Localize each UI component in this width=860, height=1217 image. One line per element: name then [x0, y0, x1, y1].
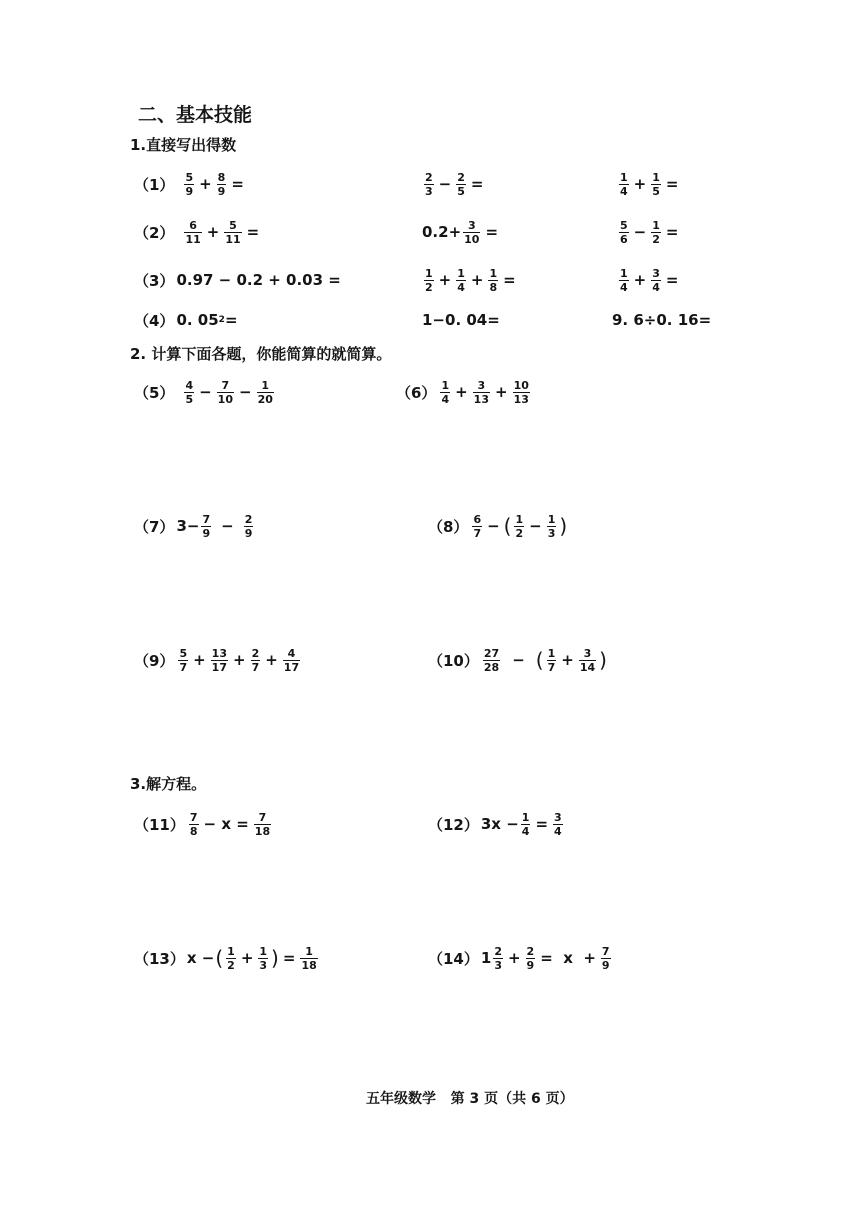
q1-row3-b: $\frac{1}{2}$ + $\frac{1}{4}$ + $\frac{1}{8}$ = — [425, 266, 516, 294]
fraction: $\frac{7}{9}$ — [202, 512, 211, 540]
problem-9: （9） $\frac{5}{7}$ + $\frac{13}{17}$ + $\frac{2}{7}$ + $\frac{4}{17}$ — [134, 646, 300, 674]
fraction: $\frac{1}{8}$ — [489, 266, 498, 294]
fraction: $\frac{10}{13}$ — [513, 378, 529, 406]
fraction: $\frac{4}{5}$ — [185, 378, 194, 406]
problem-7: （7） 3− $\frac{7}{9}$ − $\frac{2}{9}$ — [134, 512, 253, 540]
fraction: $\frac{1}{2}$ — [652, 218, 660, 246]
fraction: $\frac{6}{7}$ — [473, 512, 482, 540]
problem-number: （6） — [396, 383, 437, 402]
fraction: $\frac{1}{3}$ — [259, 944, 268, 972]
fraction: $\frac{2}{7}$ — [251, 646, 260, 674]
fraction: $\frac{1}{4}$ — [620, 266, 628, 294]
q1-row1-b: $\frac{2}{3}$ − $\frac{2}{5}$ = — [425, 170, 484, 198]
problem-number: （10） — [428, 651, 479, 670]
fraction: $\frac{1}{4}$ — [441, 378, 450, 406]
fraction: $\frac{1}{4}$ — [620, 170, 628, 198]
fraction: $\frac{1}{3}$ — [547, 512, 556, 540]
fraction: $\frac{1}{20}$ — [257, 378, 273, 406]
problem-number: （13） — [134, 949, 185, 968]
fraction: $\frac{2}{9}$ — [526, 944, 535, 972]
fraction: $\frac{1}{5}$ — [652, 170, 660, 198]
fraction: $\frac{5}{9}$ — [185, 170, 194, 198]
fraction: $\frac{7}{9}$ — [601, 944, 610, 972]
fraction: $\frac{5}{7}$ — [179, 646, 188, 674]
problem-5: （5） $\frac{4}{5}$ − $\frac{7}{10}$ − $\frac{1}{20}$ — [134, 378, 273, 406]
fraction: $\frac{5}{6}$ — [620, 218, 628, 246]
problem-11: （11） $\frac{7}{8}$ − x = $\frac{7}{18}$ — [134, 810, 271, 838]
fraction: $\frac{7}{8}$ — [189, 810, 198, 838]
q1-row4-a: （4） 0. 05 2 = — [134, 311, 238, 330]
q3-title: 3.解方程。 — [130, 775, 207, 793]
problem-number: （11） — [134, 815, 185, 834]
fraction: $\frac{7}{10}$ — [217, 378, 233, 406]
fraction: $\frac{1}{7}$ — [547, 646, 556, 674]
problem-12: （12） 3x − $\frac{1}{4}$ = $\frac{3}{4}$ — [428, 810, 562, 838]
problem-6: （6） $\frac{1}{4}$ + $\frac{3}{13}$ + $\frac{10}{13}$ — [396, 378, 529, 406]
problem-13: （13） x − ( $\frac{1}{2}$ + $\frac{1}{3}$ ) = $\frac{1}{18}$ — [134, 944, 317, 972]
q2-title: 2. 计算下面各题，你能简算的就简算。 — [130, 345, 392, 363]
fraction: $\frac{1}{4}$ — [521, 810, 530, 838]
page-footer: 五年级数学 第 3 页（共 6 页） — [366, 1091, 574, 1107]
q1-row4-b: 1−0. 04= — [422, 311, 500, 329]
fraction: $\frac{5}{11}$ — [225, 218, 241, 246]
problem-number: （12） — [428, 815, 479, 834]
problem-number: （9） — [134, 651, 175, 670]
problem-number: （3） — [134, 271, 175, 290]
fraction: $\frac{3}{13}$ — [473, 378, 489, 406]
problem-number: （1） — [134, 175, 175, 194]
fraction: $\frac{2}{3}$ — [494, 944, 502, 972]
problem-8: （8） $\frac{6}{7}$ − ( $\frac{1}{2}$ − $\frac{1}{3}$ ) — [428, 512, 568, 540]
q1-row3-a: （3） 0.97 − 0.2 + 0.03 = — [134, 271, 341, 290]
problem-14: （14） 1 $\frac{2}{3}$ + $\frac{2}{9}$ = x + $\frac{7}{9}$ — [428, 944, 610, 972]
fraction: $\frac{1}{2}$ — [227, 944, 235, 972]
q1-row4-c: 9. 6÷0. 16= — [612, 311, 712, 329]
fraction: $\frac{1}{2}$ — [425, 266, 433, 294]
problem-number: （8） — [428, 517, 469, 536]
fraction: $\frac{1}{2}$ — [515, 512, 524, 540]
fraction: $\frac{3}{10}$ — [464, 218, 480, 246]
q1-row1-c: $\frac{1}{4}$ + $\frac{1}{5}$ = — [620, 170, 679, 198]
problem-number: （5） — [134, 383, 175, 402]
fraction: $\frac{3}{14}$ — [579, 646, 596, 674]
fraction: $\frac{13}{17}$ — [211, 646, 227, 674]
problem-number: （14） — [428, 949, 479, 968]
problem-number: （7） — [134, 517, 175, 536]
mixed-number: 1 $\frac{2}{3}$ — [480, 944, 502, 972]
fraction: $\frac{2}{9}$ — [244, 512, 253, 540]
section-title: 二、基本技能 — [138, 104, 253, 126]
problem-10: （10） $\frac{27}{28}$ − ( $\frac{1}{7}$ + $\frac{3}{14}$ ) — [428, 646, 607, 674]
fraction: $\frac{6}{11}$ — [185, 218, 201, 246]
q1-row2-b: 0.2+ $\frac{3}{10}$ = — [422, 218, 499, 246]
fraction: $\frac{1}{4}$ — [457, 266, 465, 294]
q1-row1-a: （1） $\frac{5}{9}$ + $\frac{8}{9}$ = — [134, 170, 244, 198]
fraction: $\frac{1}{18}$ — [301, 944, 317, 972]
q1-row3-c: $\frac{1}{4}$ + $\frac{3}{4}$ = — [620, 266, 679, 294]
fraction: $\frac{4}{17}$ — [283, 646, 300, 674]
q1-row2-a: （2） $\frac{6}{11}$ + $\frac{5}{11}$ = — [134, 218, 260, 246]
fraction: $\frac{8}{9}$ — [217, 170, 226, 198]
q1-row2-c: $\frac{5}{6}$ − $\frac{1}{2}$ = — [620, 218, 679, 246]
fraction: $\frac{2}{5}$ — [457, 170, 465, 198]
problem-number: （4） — [134, 311, 175, 330]
fraction: $\frac{7}{18}$ — [254, 810, 271, 838]
fraction: $\frac{2}{3}$ — [425, 170, 433, 198]
fraction: $\frac{3}{4}$ — [554, 810, 562, 838]
problem-number: （2） — [134, 223, 175, 242]
fraction: $\frac{27}{28}$ — [483, 646, 500, 674]
q1-title: 1.直接写出得数 — [130, 136, 237, 154]
fraction: $\frac{3}{4}$ — [652, 266, 660, 294]
